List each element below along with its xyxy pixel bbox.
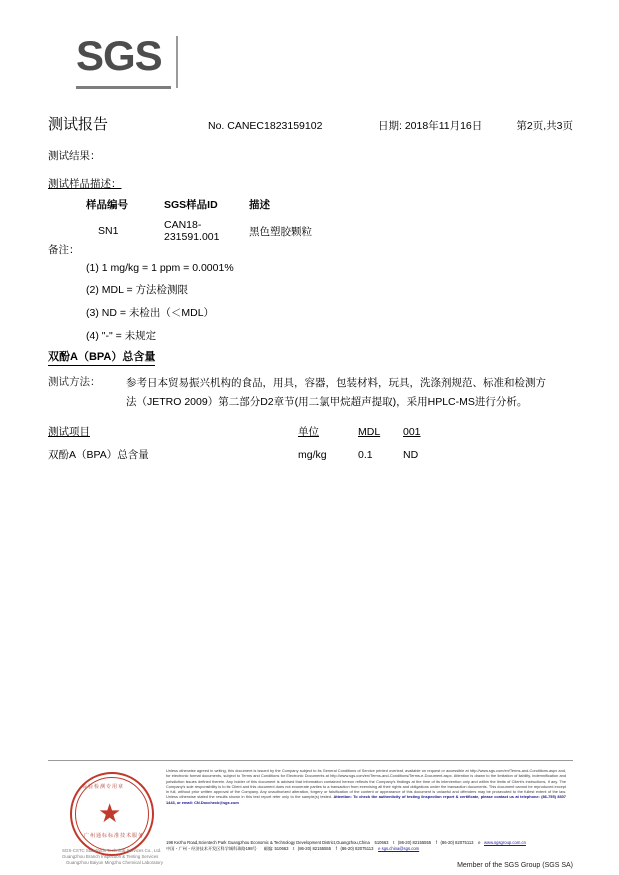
list-item: (1) 1 mg/kg = 1 ppm = 0.0001% — [86, 262, 234, 274]
address-en: 198 Kezhu Road,Scientech Park Guangzhou Economic & Technology Development District,Guangzhou,China — [166, 840, 370, 845]
remarks-list — [86, 262, 234, 351]
sample-id-cell: SN1 — [98, 225, 119, 237]
sgs-logo — [76, 34, 186, 78]
sample-table — [86, 197, 379, 243]
footer-divider — [48, 760, 573, 761]
sample-description-label: 测试样品描述： — [48, 178, 122, 190]
results-cell-mdl: 0.1 — [358, 449, 373, 461]
page-number: 第2页,共3页 — [516, 120, 573, 132]
fax-prefix-cn: f — [335, 846, 337, 852]
sample-table-header-1: SGS样品ID — [164, 199, 218, 211]
results-table — [48, 424, 518, 462]
tel-cn: (86-20) 82155555 — [297, 846, 332, 852]
postcode-en: 510663 — [374, 840, 389, 845]
bpa-section-heading: 双酚A（BPA）总含量 — [48, 348, 155, 366]
list-item: (2) MDL = 方法检测限 — [86, 284, 188, 296]
sample-desc-cell: 黑色塑胶颗粒 — [249, 225, 312, 238]
test-method-line-1: 参考日本贸易振兴机构的食品，用具，容器，包装材料，玩具，洗涤剂规范、标准和检测方 — [126, 377, 546, 389]
sample-table-header-0: 样品编号 — [86, 199, 128, 211]
report-date: 日期: 2018年11月16日 — [378, 120, 483, 132]
table-header-row — [48, 424, 518, 443]
tel-prefix-cn: t — [293, 846, 295, 852]
fax-en: (86-20) 82075113 — [440, 840, 474, 845]
seal-top-text: 检验检测专用章 — [82, 784, 125, 790]
report-header-row — [48, 113, 573, 134]
star-icon: ★ — [98, 798, 122, 828]
seal-label-line-3: Guangzhou Baiyun Mingzhu Chemical Laboratory — [66, 860, 163, 865]
footer-address-block — [166, 840, 566, 853]
legal-body-text: Unless otherwise agreed in writing, this document is issued by the Company subject to its General Conditions of Service printed overleaf, available on request or accessible at http://www.sgs.com/en/Terms-and-Conditions.aspx and, for electronic format documents, subject to Terms and Conditions for Electronic Documents at http://www.sgs.com/en/Terms-and-Conditions/Terms-e-Document.aspx. Attention is drawn to the limitation of liability, indemnification and jurisdiction issues defined therein. Any holder of this document is advised that information contained hereon reflects the Company's findings at the time of its intervention only and within the limits of Client's instructions, if any. The Company's sole responsibility is to its Client and this document does not exonerate parties to a transaction from exercising all their rights and obligations under the transaction documents. This document cannot be reproduced except in full, without prior written approval of the Company. Any unauthorized alteration, forgery or falsification of the content or appearance of this document is unlawful and offenders may be prosecuted to the fullest extent of the law. Unless otherwise stated the results shown in this test report refer only to the sample(s) tested. — [166, 768, 566, 800]
results-cell-value: ND — [403, 449, 419, 461]
sgs-sample-id-cell: CAN18-231591.001 — [164, 219, 220, 243]
email-link[interactable]: e sgs.china@sgs.com — [378, 846, 420, 852]
table-header-row — [86, 197, 379, 219]
results-header-unit: 单位 — [298, 426, 319, 438]
list-item: (3) ND = 未检出（＜MDL） — [86, 307, 215, 319]
test-results-label: 测试结果： — [48, 150, 101, 162]
fax-prefix-en: f — [435, 840, 437, 845]
list-item: (4) "-" = 未规定 — [86, 330, 157, 342]
test-method-label: 测试方法： — [48, 376, 101, 388]
test-method-text — [126, 374, 546, 412]
test-method-line-2: 法（JETRO 2009）第二部分D2章节(用二氯甲烷超声提取)，采用HPLC-MS进行分析。 — [126, 396, 528, 408]
seal-label-line-2: Guangzhou Branch Inspection & Testing Services — [62, 854, 159, 859]
postcode-cn: 邮编: 510663 — [263, 846, 289, 852]
company-seal-stamp — [62, 768, 163, 865]
remarks-label: 备注： — [48, 244, 80, 256]
legal-disclaimer — [166, 768, 566, 805]
results-header-item: 测试项目 — [48, 426, 90, 438]
seal-bottom-text: 广州通标标准技术服务 — [84, 833, 145, 839]
results-cell-item: 双酚A（BPA）总含量 — [48, 449, 149, 461]
web-prefix: e — [478, 840, 481, 845]
results-header-sample: 001 — [403, 426, 421, 438]
address-cn: 中国・广州・经济技术开发区科学城科珠路198号 — [166, 846, 257, 852]
sample-table-header-2: 描述 — [249, 199, 270, 211]
tel-prefix-en: t — [393, 840, 395, 845]
member-footer-text: Member of the SGS Group (SGS SA) — [457, 862, 573, 869]
legal-attention-text[interactable]: Attention: To check the authenticity of testing /inspection report & certificate, please contact us at telephone: (86-755) 8307 1443, or email: CN.Doccheck@sgs.com — [166, 794, 566, 805]
page-title: 测试报告 — [48, 116, 109, 133]
fax-cn: (86-20) 82075113 — [340, 846, 374, 852]
table-row — [86, 219, 379, 243]
website-link[interactable]: www.sgsgroup.com.cn — [484, 840, 526, 845]
address-line-cn — [166, 846, 566, 852]
seal-label-line-1: SGS-CSTC Standards Technical Services Co., Ltd. — [62, 848, 162, 853]
logo-underline — [76, 86, 171, 89]
tel-en: (86-20) 82155555 — [397, 840, 432, 845]
table-row — [48, 447, 518, 462]
results-cell-unit: mg/kg — [298, 449, 327, 461]
logo-vertical-rule — [176, 36, 178, 88]
sgs-logo-text: SGS — [76, 32, 162, 79]
results-header-mdl: MDL — [358, 426, 381, 438]
report-number: No. CANEC1823159102 — [208, 120, 323, 132]
